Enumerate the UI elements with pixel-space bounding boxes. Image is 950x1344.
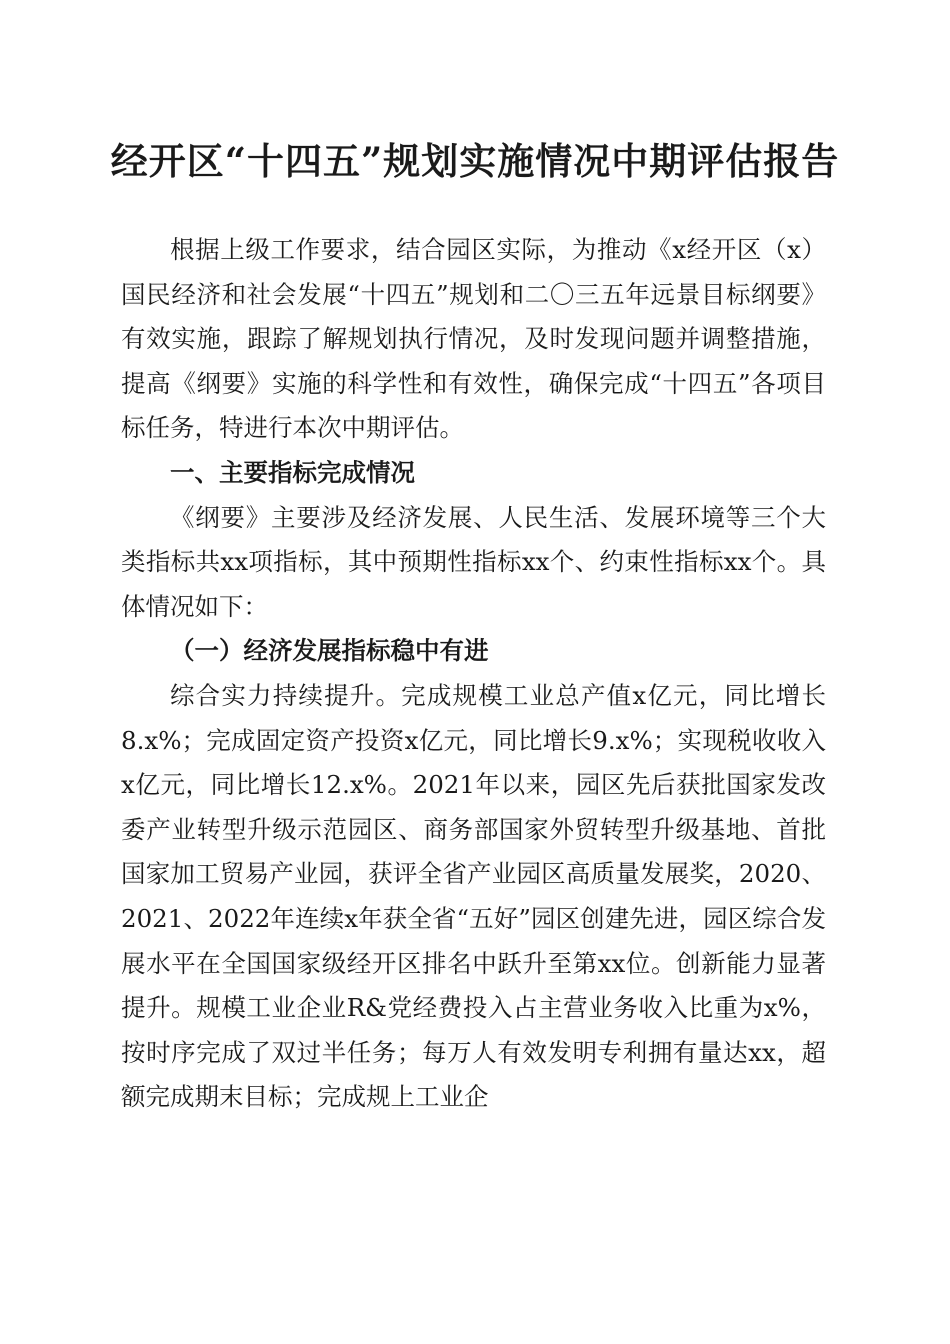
document-body bbox=[121, 228, 826, 1120]
subsection-heading: （一）经济发展指标稳中有进 bbox=[170, 636, 489, 666]
subsection-paragraph: 综合实力持续提升。完成规模工业总产值x亿元，同比增长8.x%；完成固定资产投资x亿元，同比增长9.x%；实现税收收入x亿元，同比增长12.x%。2021年以来，园区先后获批国家发改委产业转型升级示范园区、商务部国家外贸转型升级基地、首批国家加工贸易产业园，获评全省产业园区高质量发展奖，2020、2021、2022年连续x年获全省“五好”园区创建先进，园区综合发展水平在全国国家级经开区排名中跃升至第xx位。创新能力显著提升。规模工业企业R&党经费投入占主营业务收入比重为x%，按时序完成了双过半任务；每万人有效发明专利拥有量达xx，超额完成期末目标；完成规上工业企 bbox=[121, 680, 826, 1112]
section-heading: 一、主要指标完成情况 bbox=[170, 457, 415, 487]
section-summary-paragraph: 《纲要》主要涉及经济发展、人民生活、发展环境等三个大类指标共xx项指标，其中预期性指标xx个、约束性指标xx个。具体情况如下： bbox=[121, 502, 826, 621]
intro-paragraph: 根据上级工作要求，结合园区实际，为推动《x经开区（x）国民经济和社会发展“十四五”规划和二〇三五年远景目标纲要》有效实施，跟踪了解规划执行情况，及时发现问题并调整措施，提高《纲要》实施的科学性和有效性，确保完成“十四五”各项目标任务，特进行本次中期评估。 bbox=[121, 235, 826, 443]
document-title: 经开区“十四五”规划实施情况中期评估报告 bbox=[110, 139, 840, 183]
